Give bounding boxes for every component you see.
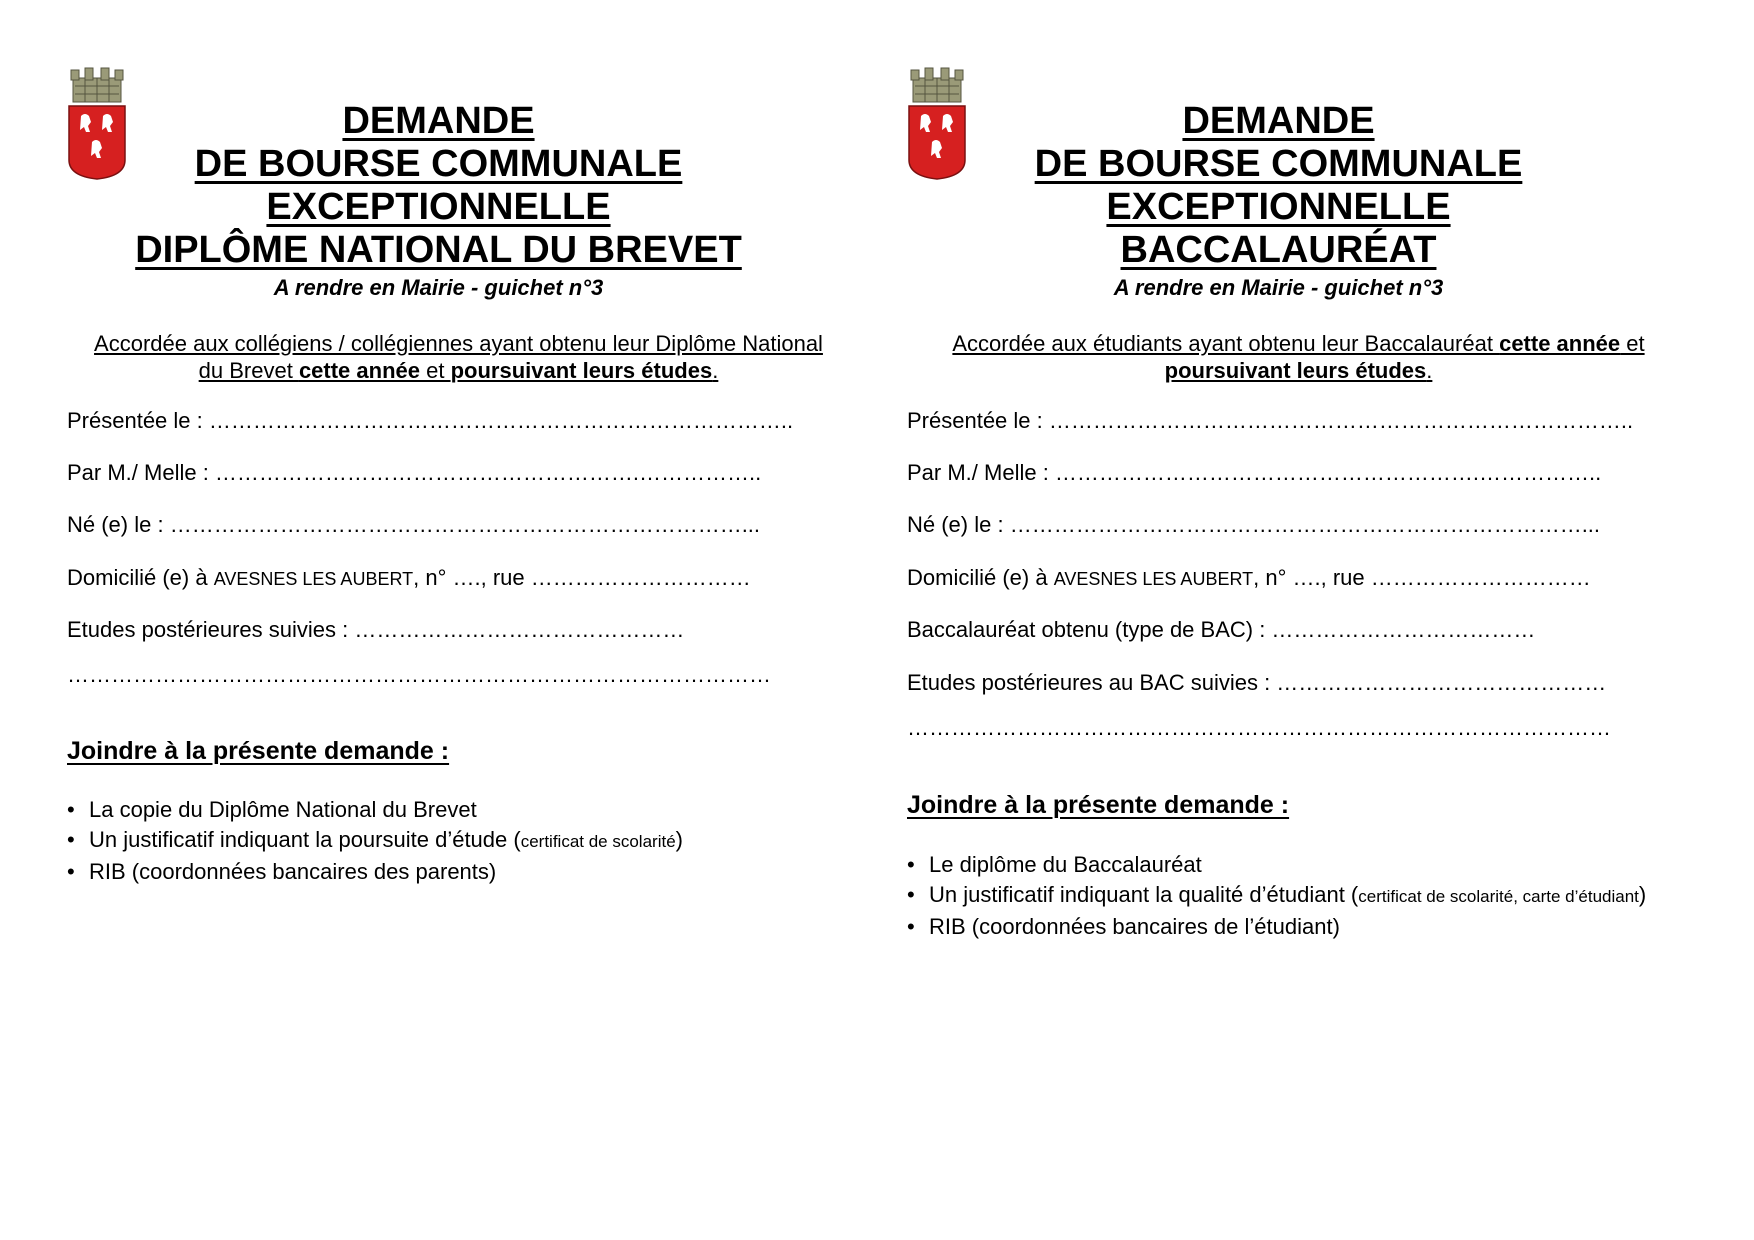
title-line: DIPLÔME NATIONAL DU BREVET [135, 229, 742, 271]
bullet-icon: • [67, 797, 75, 822]
title-line: DEMANDE [342, 100, 535, 142]
bullet-icon: • [907, 852, 915, 877]
title-line: EXCEPTIONNELLE [266, 186, 611, 228]
bullet-icon: • [907, 914, 915, 939]
eligibility-text [930, 330, 1667, 384]
bullet-icon: • [907, 882, 915, 907]
title-line: DE BOURSE COMMUNALE [194, 143, 683, 185]
list-item [67, 795, 857, 825]
presentee-field[interactable]: Présentée le : …………………………………………………………………….. [907, 408, 1634, 433]
presentee-field[interactable]: Présentée le : …………………………………………………………………….. [67, 408, 794, 433]
title-line: BACCALAURÉAT [1120, 229, 1437, 271]
town-name: AVESNES LES AUBERT [213, 569, 414, 589]
list-item [67, 857, 857, 887]
studies-continuation-field[interactable]: …………………………………………………………………………………… [907, 715, 1611, 740]
eligibility-part: Accordée aux collégiens / collégiennes ayant obtenu leur Diplôme National du Brevet [94, 331, 823, 383]
list-item-note: certificat de scolarité, carte d’étudiant [1358, 887, 1639, 906]
bullet-icon: • [67, 827, 75, 852]
list-item-text: ) [1638, 882, 1647, 907]
list-item-text: RIB (coordonnées bancaires de l’étudiant) [929, 914, 1340, 939]
subtitle: A rendre en Mairie - guichet n°3 [1113, 275, 1444, 300]
attachments-heading: Joindre à la présente demande : [67, 737, 450, 765]
list-item-note: certificat de scolarité [520, 832, 676, 851]
list-item-text: La copie du Diplôme National du Brevet [89, 797, 477, 822]
eligibility-part: et [420, 358, 451, 383]
list-item [907, 880, 1697, 912]
eligibility-part: . [712, 358, 719, 383]
list-item [67, 825, 857, 857]
eligibility-bold: poursuivant leurs études [1164, 358, 1427, 383]
title-line: DEMANDE [1182, 100, 1375, 142]
par-field[interactable]: Par M./ Melle : ………………………………………………….…………….. [67, 460, 762, 485]
title-line: DE BOURSE COMMUNALE [1034, 143, 1523, 185]
bac-type-field[interactable]: Baccalauréat obtenu (type de BAC) : ……………………………… [907, 617, 1536, 642]
list-item-text: Un justificatif indiquant la qualité d’étudiant ( [929, 882, 1359, 907]
list-item-text: RIB (coordonnées bancaires des parents) [89, 859, 497, 884]
studies-field[interactable]: Etudes postérieures au BAC suivies : ……………………………………… [907, 670, 1607, 695]
bac-form [840, 0, 1717, 1240]
address-label: Domicilié (e) à [907, 565, 1054, 590]
eligibility-bold: cette année [1499, 331, 1621, 356]
street-field: , n° …., rue ………………………… [1253, 565, 1591, 590]
par-field[interactable]: Par M./ Melle : ………………………………………………….…………….. [907, 460, 1602, 485]
birth-date-field[interactable]: Né (e) le : ……………………………………………………………………... [907, 512, 1601, 537]
eligibility-text [90, 330, 827, 384]
list-item-text: Le diplôme du Baccalauréat [929, 852, 1202, 877]
eligibility-part: . [1426, 358, 1433, 383]
address-label: Domicilié (e) à [67, 565, 214, 590]
subtitle: A rendre en Mairie - guichet n°3 [273, 275, 604, 300]
birth-date-field[interactable]: Né (e) le : ……………………………………………………………………... [67, 512, 761, 537]
studies-continuation-field[interactable]: …………………………………………………………………………………… [67, 662, 771, 687]
title-line: EXCEPTIONNELLE [1106, 186, 1451, 228]
eligibility-bold: poursuivant leurs études [450, 358, 713, 383]
eligibility-part: et [1620, 331, 1645, 356]
eligibility-bold: cette année [298, 358, 420, 383]
list-item [907, 912, 1697, 942]
page-title [940, 100, 1617, 272]
attachments-heading: Joindre à la présente demande : [907, 791, 1290, 819]
address-field[interactable] [67, 564, 847, 593]
list-item [907, 850, 1697, 880]
town-name: AVESNES LES AUBERT [1053, 569, 1254, 589]
attachments-list [907, 850, 1697, 942]
list-item-text: Un justificatif indiquant la poursuite d’étude ( [89, 827, 521, 852]
street-field: , n° …., rue ………………………… [413, 565, 751, 590]
eligibility-part: Accordée aux étudiants ayant obtenu leur Baccalauréat [952, 331, 1500, 356]
page-title [100, 100, 777, 272]
studies-field[interactable]: Etudes postérieures suivies : ……………………………………… [67, 617, 685, 642]
list-item-text: ) [675, 827, 683, 852]
address-field[interactable] [907, 564, 1687, 593]
bullet-icon: • [67, 859, 75, 884]
attachments-list [67, 795, 857, 887]
